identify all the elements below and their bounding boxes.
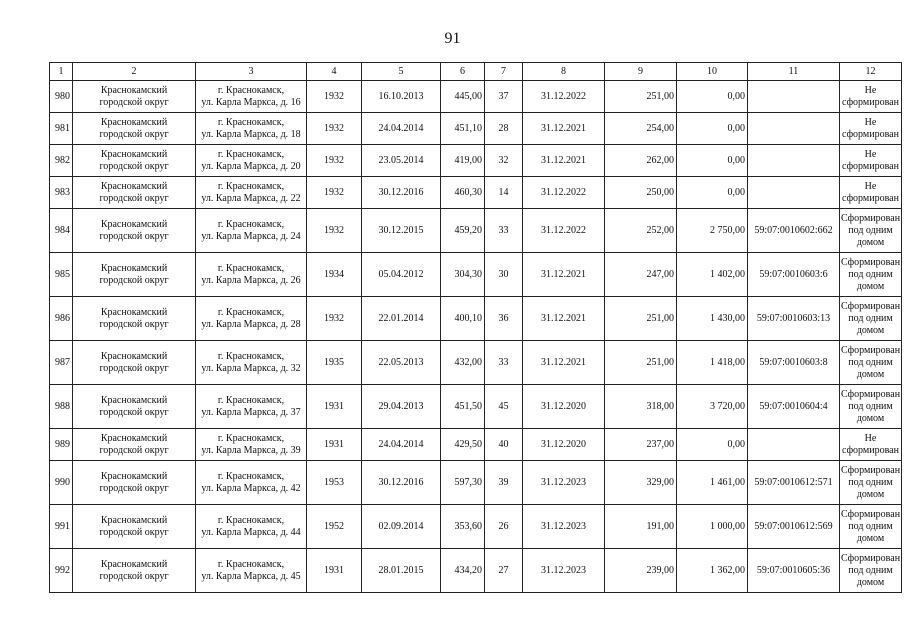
status-line: сформирован bbox=[842, 160, 899, 172]
cadastral-number: 59:07:0010603:6 bbox=[748, 253, 840, 297]
table-row bbox=[50, 177, 902, 209]
address bbox=[196, 385, 307, 429]
municipality-line: городской округ bbox=[99, 230, 169, 242]
build-year: 1931 bbox=[307, 549, 362, 593]
municipality bbox=[73, 209, 196, 253]
column-header: 2 bbox=[73, 63, 196, 81]
count: 30 bbox=[485, 253, 523, 297]
count: 32 bbox=[485, 145, 523, 177]
column-header: 8 bbox=[523, 63, 605, 81]
municipality bbox=[73, 385, 196, 429]
status-line: под одним bbox=[848, 564, 893, 576]
municipality-line: Краснокамский bbox=[100, 84, 168, 96]
count: 37 bbox=[485, 81, 523, 113]
cadastral-number: 59:07:0010602:662 bbox=[748, 209, 840, 253]
table-row bbox=[50, 297, 902, 341]
status bbox=[840, 145, 902, 177]
status-line: Сформирован bbox=[841, 388, 901, 400]
row-number: 991 bbox=[50, 505, 73, 549]
page-number: 91 bbox=[444, 30, 461, 47]
area: 432,00 bbox=[441, 341, 485, 385]
area: 597,30 bbox=[441, 461, 485, 505]
status-line: под одним bbox=[848, 312, 893, 324]
municipality-line: городской округ bbox=[99, 526, 169, 538]
value: 262,00 bbox=[605, 145, 677, 177]
municipality bbox=[73, 341, 196, 385]
build-year: 1932 bbox=[307, 145, 362, 177]
status-line: Не bbox=[864, 432, 877, 444]
status-line: Сформирован bbox=[841, 212, 901, 224]
status-line: сформирован bbox=[842, 192, 899, 204]
cadastral-number bbox=[748, 429, 840, 461]
status-line: домом bbox=[856, 488, 885, 500]
address bbox=[196, 113, 307, 145]
date: 24.04.2014 bbox=[362, 113, 441, 145]
address bbox=[196, 145, 307, 177]
status-line: Сформирован bbox=[841, 464, 901, 476]
row-number: 992 bbox=[50, 549, 73, 593]
due-date: 31.12.2021 bbox=[523, 341, 605, 385]
column-header: 11 bbox=[748, 63, 840, 81]
address-line: ул. Карла Маркса, д. 22 bbox=[201, 192, 301, 204]
due-date: 31.12.2023 bbox=[523, 505, 605, 549]
area: 304,30 bbox=[441, 253, 485, 297]
value: 252,00 bbox=[605, 209, 677, 253]
count: 45 bbox=[485, 385, 523, 429]
value: 237,00 bbox=[605, 429, 677, 461]
date: 05.04.2012 bbox=[362, 253, 441, 297]
build-year: 1931 bbox=[307, 385, 362, 429]
build-year: 1932 bbox=[307, 81, 362, 113]
cadastral-number: 59:07:0010605:36 bbox=[748, 549, 840, 593]
address-line: г. Краснокамск, bbox=[217, 218, 285, 230]
municipality bbox=[73, 145, 196, 177]
land-area: 0,00 bbox=[677, 81, 748, 113]
status-line: Сформирован bbox=[841, 256, 901, 268]
status bbox=[840, 81, 902, 113]
area: 419,00 bbox=[441, 145, 485, 177]
address-line: г. Краснокамск, bbox=[217, 180, 285, 192]
municipality-line: городской округ bbox=[99, 274, 169, 286]
due-date: 31.12.2022 bbox=[523, 81, 605, 113]
address bbox=[196, 81, 307, 113]
build-year: 1931 bbox=[307, 429, 362, 461]
count: 33 bbox=[485, 209, 523, 253]
area: 353,60 bbox=[441, 505, 485, 549]
land-area: 2 750,00 bbox=[677, 209, 748, 253]
status-line: домом bbox=[856, 280, 885, 292]
status bbox=[840, 253, 902, 297]
address-line: г. Краснокамск, bbox=[217, 148, 285, 160]
status-line: Сформирован bbox=[841, 508, 901, 520]
due-date: 31.12.2022 bbox=[523, 209, 605, 253]
column-header: 7 bbox=[485, 63, 523, 81]
status-line: Сформирован bbox=[841, 552, 901, 564]
table-row bbox=[50, 81, 902, 113]
land-area: 1 402,00 bbox=[677, 253, 748, 297]
row-number: 985 bbox=[50, 253, 73, 297]
column-header: 10 bbox=[677, 63, 748, 81]
due-date: 31.12.2022 bbox=[523, 177, 605, 209]
due-date: 31.12.2020 bbox=[523, 385, 605, 429]
value: 318,00 bbox=[605, 385, 677, 429]
municipality bbox=[73, 297, 196, 341]
due-date: 31.12.2021 bbox=[523, 145, 605, 177]
build-year: 1935 bbox=[307, 341, 362, 385]
status-line: под одним bbox=[848, 476, 893, 488]
count: 39 bbox=[485, 461, 523, 505]
table-row bbox=[50, 113, 902, 145]
header-row bbox=[50, 63, 902, 81]
status bbox=[840, 209, 902, 253]
address-line: ул. Карла Маркса, д. 32 bbox=[201, 362, 301, 374]
address-line: г. Краснокамск, bbox=[217, 116, 285, 128]
status-line: домом bbox=[856, 576, 885, 588]
cadastral-number: 59:07:0010612:569 bbox=[748, 505, 840, 549]
status bbox=[840, 113, 902, 145]
row-number: 990 bbox=[50, 461, 73, 505]
build-year: 1952 bbox=[307, 505, 362, 549]
cadastral-number: 59:07:0010603:13 bbox=[748, 297, 840, 341]
address-line: г. Краснокамск, bbox=[217, 84, 285, 96]
due-date: 31.12.2023 bbox=[523, 549, 605, 593]
municipality-line: городской округ bbox=[99, 570, 169, 582]
municipality bbox=[73, 177, 196, 209]
municipality-line: городской округ bbox=[99, 192, 169, 204]
status-line: Не bbox=[864, 180, 877, 192]
value: 254,00 bbox=[605, 113, 677, 145]
status-line: Сформирован bbox=[841, 300, 901, 312]
area: 451,50 bbox=[441, 385, 485, 429]
municipality-line: Краснокамский bbox=[100, 218, 168, 230]
address-line: ул. Карла Маркса, д. 44 bbox=[201, 526, 301, 538]
municipality-line: Краснокамский bbox=[100, 558, 168, 570]
address-line: г. Краснокамск, bbox=[217, 514, 285, 526]
address-line: г. Краснокамск, bbox=[217, 558, 285, 570]
status bbox=[840, 505, 902, 549]
area: 429,50 bbox=[441, 429, 485, 461]
due-date: 31.12.2021 bbox=[523, 113, 605, 145]
row-number: 989 bbox=[50, 429, 73, 461]
count: 33 bbox=[485, 341, 523, 385]
municipality bbox=[73, 461, 196, 505]
date: 16.10.2013 bbox=[362, 81, 441, 113]
table-row bbox=[50, 385, 902, 429]
table-row bbox=[50, 341, 902, 385]
municipality bbox=[73, 253, 196, 297]
status-line: под одним bbox=[848, 520, 893, 532]
municipality-line: городской округ bbox=[99, 160, 169, 172]
municipality-line: Краснокамский bbox=[100, 148, 168, 160]
count: 28 bbox=[485, 113, 523, 145]
due-date: 31.12.2020 bbox=[523, 429, 605, 461]
address-line: ул. Карла Маркса, д. 26 bbox=[201, 274, 301, 286]
due-date: 31.12.2021 bbox=[523, 253, 605, 297]
land-area: 1 461,00 bbox=[677, 461, 748, 505]
address bbox=[196, 341, 307, 385]
status-line: домом bbox=[856, 368, 885, 380]
count: 14 bbox=[485, 177, 523, 209]
municipality-line: Краснокамский bbox=[100, 262, 168, 274]
area: 445,00 bbox=[441, 81, 485, 113]
land-area: 0,00 bbox=[677, 113, 748, 145]
cadastral-number: 59:07:0010604:4 bbox=[748, 385, 840, 429]
municipality-line: Краснокамский bbox=[100, 306, 168, 318]
municipality-line: Краснокамский bbox=[100, 350, 168, 362]
cadastral-number bbox=[748, 113, 840, 145]
address-line: г. Краснокамск, bbox=[217, 470, 285, 482]
row-number: 988 bbox=[50, 385, 73, 429]
column-header: 3 bbox=[196, 63, 307, 81]
table-row bbox=[50, 209, 902, 253]
address-line: ул. Карла Маркса, д. 37 bbox=[201, 406, 301, 418]
municipality-line: городской округ bbox=[99, 128, 169, 140]
status-line: под одним bbox=[848, 400, 893, 412]
land-area: 1 430,00 bbox=[677, 297, 748, 341]
land-area: 0,00 bbox=[677, 429, 748, 461]
value: 247,00 bbox=[605, 253, 677, 297]
area: 460,30 bbox=[441, 177, 485, 209]
count: 36 bbox=[485, 297, 523, 341]
table-row bbox=[50, 549, 902, 593]
municipality-line: Краснокамский bbox=[100, 394, 168, 406]
cadastral-number bbox=[748, 145, 840, 177]
column-header: 5 bbox=[362, 63, 441, 81]
area: 434,20 bbox=[441, 549, 485, 593]
status-line: Не bbox=[864, 116, 877, 128]
count: 40 bbox=[485, 429, 523, 461]
date: 22.01.2014 bbox=[362, 297, 441, 341]
land-area: 1 362,00 bbox=[677, 549, 748, 593]
row-number: 980 bbox=[50, 81, 73, 113]
land-area: 1 418,00 bbox=[677, 341, 748, 385]
date: 23.05.2014 bbox=[362, 145, 441, 177]
status-line: Сформирован bbox=[841, 344, 901, 356]
column-header: 4 bbox=[307, 63, 362, 81]
cadastral-number bbox=[748, 81, 840, 113]
address bbox=[196, 549, 307, 593]
column-header: 9 bbox=[605, 63, 677, 81]
date: 30.12.2016 bbox=[362, 177, 441, 209]
municipality bbox=[73, 505, 196, 549]
land-area: 0,00 bbox=[677, 145, 748, 177]
address-line: г. Краснокамск, bbox=[217, 306, 285, 318]
column-header: 6 bbox=[441, 63, 485, 81]
build-year: 1934 bbox=[307, 253, 362, 297]
count: 27 bbox=[485, 549, 523, 593]
column-header: 1 bbox=[50, 63, 73, 81]
row-number: 981 bbox=[50, 113, 73, 145]
status bbox=[840, 177, 902, 209]
municipality-line: городской округ bbox=[99, 444, 169, 456]
address-line: ул. Карла Маркса, д. 45 bbox=[201, 570, 301, 582]
table-row bbox=[50, 145, 902, 177]
status bbox=[840, 549, 902, 593]
address-line: ул. Карла Маркса, д. 18 bbox=[201, 128, 301, 140]
address bbox=[196, 461, 307, 505]
address-line: г. Краснокамск, bbox=[217, 350, 285, 362]
status-line: домом bbox=[856, 532, 885, 544]
municipality-line: городской округ bbox=[99, 482, 169, 494]
status-line: домом bbox=[856, 324, 885, 336]
status-line: домом bbox=[856, 412, 885, 424]
address-line: г. Краснокамск, bbox=[217, 432, 285, 444]
status bbox=[840, 461, 902, 505]
address bbox=[196, 177, 307, 209]
registry-table bbox=[49, 62, 902, 593]
row-number: 983 bbox=[50, 177, 73, 209]
table-row bbox=[50, 429, 902, 461]
land-area: 0,00 bbox=[677, 177, 748, 209]
build-year: 1932 bbox=[307, 209, 362, 253]
date: 28.01.2015 bbox=[362, 549, 441, 593]
address bbox=[196, 209, 307, 253]
row-number: 982 bbox=[50, 145, 73, 177]
value: 251,00 bbox=[605, 341, 677, 385]
date: 24.04.2014 bbox=[362, 429, 441, 461]
status bbox=[840, 429, 902, 461]
row-number: 984 bbox=[50, 209, 73, 253]
date: 22.05.2013 bbox=[362, 341, 441, 385]
municipality-line: городской округ bbox=[99, 318, 169, 330]
municipality bbox=[73, 429, 196, 461]
address-line: ул. Карла Маркса, д. 42 bbox=[201, 482, 301, 494]
address-line: г. Краснокамск, bbox=[217, 394, 285, 406]
area: 400,10 bbox=[441, 297, 485, 341]
value: 329,00 bbox=[605, 461, 677, 505]
municipality bbox=[73, 113, 196, 145]
address-line: ул. Карла Маркса, д. 20 bbox=[201, 160, 301, 172]
column-header: 12 bbox=[840, 63, 902, 81]
cadastral-number: 59:07:0010603:8 bbox=[748, 341, 840, 385]
area: 459,20 bbox=[441, 209, 485, 253]
row-number: 986 bbox=[50, 297, 73, 341]
table-row bbox=[50, 253, 902, 297]
status-line: под одним bbox=[848, 356, 893, 368]
date: 29.04.2013 bbox=[362, 385, 441, 429]
value: 250,00 bbox=[605, 177, 677, 209]
status-line: Не bbox=[864, 84, 877, 96]
address bbox=[196, 253, 307, 297]
area: 451,10 bbox=[441, 113, 485, 145]
municipality bbox=[73, 549, 196, 593]
municipality-line: Краснокамский bbox=[100, 470, 168, 482]
address-line: ул. Карла Маркса, д. 16 bbox=[201, 96, 301, 108]
municipality-line: городской округ bbox=[99, 362, 169, 374]
address-line: ул. Карла Маркса, д. 24 bbox=[201, 230, 301, 242]
status-line: под одним bbox=[848, 268, 893, 280]
land-area: 1 000,00 bbox=[677, 505, 748, 549]
row-number: 987 bbox=[50, 341, 73, 385]
address-line: ул. Карла Маркса, д. 39 bbox=[201, 444, 301, 456]
status-line: сформирован bbox=[842, 444, 899, 456]
status-line: домом bbox=[856, 236, 885, 248]
municipality-line: городской округ bbox=[99, 96, 169, 108]
value: 251,00 bbox=[605, 81, 677, 113]
count: 26 bbox=[485, 505, 523, 549]
due-date: 31.12.2021 bbox=[523, 297, 605, 341]
build-year: 1932 bbox=[307, 297, 362, 341]
date: 30.12.2015 bbox=[362, 209, 441, 253]
address bbox=[196, 429, 307, 461]
cadastral-number: 59:07:0010612:571 bbox=[748, 461, 840, 505]
table-body bbox=[50, 81, 902, 593]
cadastral-number bbox=[748, 177, 840, 209]
value: 239,00 bbox=[605, 549, 677, 593]
municipality bbox=[73, 81, 196, 113]
municipality-line: Краснокамский bbox=[100, 116, 168, 128]
table-row bbox=[50, 505, 902, 549]
value: 251,00 bbox=[605, 297, 677, 341]
date: 30.12.2016 bbox=[362, 461, 441, 505]
status-line: сформирован bbox=[842, 96, 899, 108]
status bbox=[840, 297, 902, 341]
status-line: Не bbox=[864, 148, 877, 160]
table-row bbox=[50, 461, 902, 505]
date: 02.09.2014 bbox=[362, 505, 441, 549]
build-year: 1932 bbox=[307, 177, 362, 209]
status-line: сформирован bbox=[842, 128, 899, 140]
due-date: 31.12.2023 bbox=[523, 461, 605, 505]
build-year: 1932 bbox=[307, 113, 362, 145]
address bbox=[196, 297, 307, 341]
municipality-line: Краснокамский bbox=[100, 432, 168, 444]
status bbox=[840, 341, 902, 385]
status-line: под одним bbox=[848, 224, 893, 236]
municipality-line: Краснокамский bbox=[100, 514, 168, 526]
address bbox=[196, 505, 307, 549]
value: 191,00 bbox=[605, 505, 677, 549]
status bbox=[840, 385, 902, 429]
address-line: г. Краснокамск, bbox=[217, 262, 285, 274]
municipality-line: городской округ bbox=[99, 406, 169, 418]
municipality-line: Краснокамский bbox=[100, 180, 168, 192]
build-year: 1953 bbox=[307, 461, 362, 505]
address-line: ул. Карла Маркса, д. 28 bbox=[201, 318, 301, 330]
land-area: 3 720,00 bbox=[677, 385, 748, 429]
